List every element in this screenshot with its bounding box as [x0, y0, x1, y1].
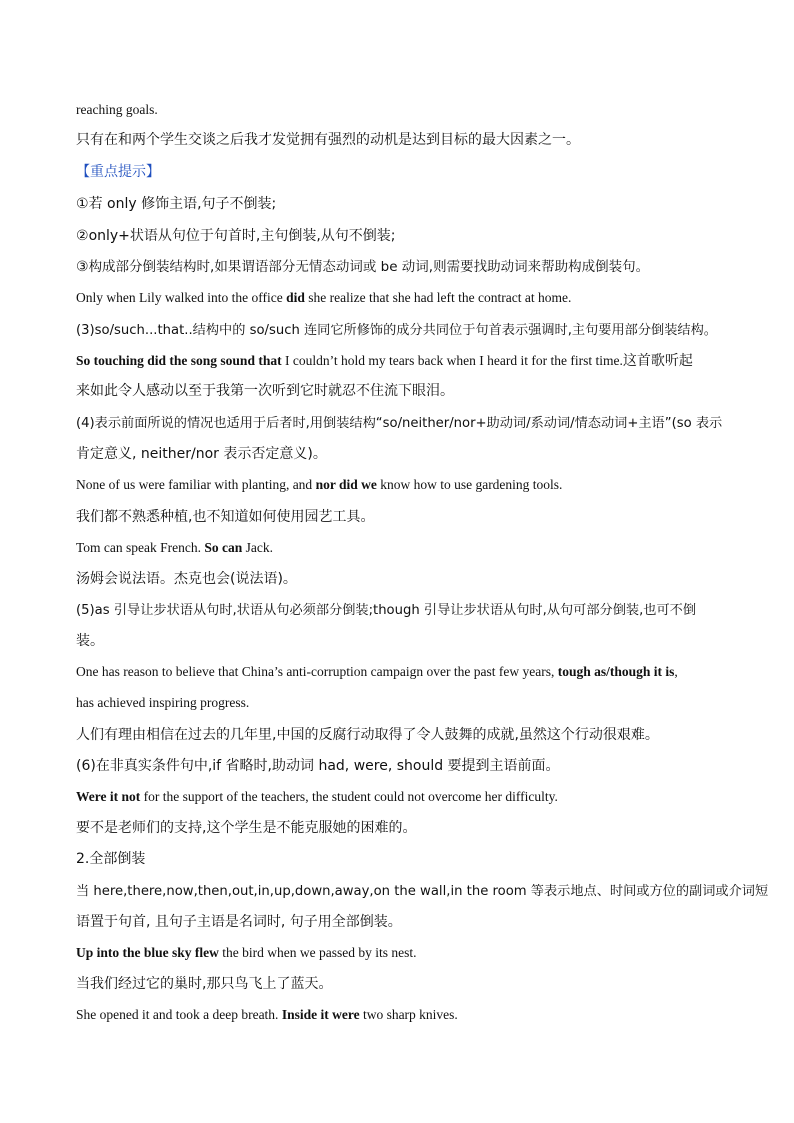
- example-sentence: [76, 351, 720, 371]
- list-marker: ②: [76, 228, 89, 244]
- text-span: 要不是老师们的支持,这个学生是不能克服她的困难的。: [76, 820, 417, 836]
- text-line: [76, 100, 720, 120]
- text-span: (6)在非真实条件句中,if 省略时,助动词 had, were, should 要提到主语前面。: [76, 758, 560, 774]
- text-span: I couldn’t hold my tears back when I heard it for the first time.: [281, 353, 623, 368]
- text-span: the bird when we passed by its nest.: [218, 945, 417, 960]
- text-line: [76, 507, 720, 527]
- bold-span: Inside it were: [281, 1007, 360, 1022]
- example-sentence: [76, 288, 720, 308]
- bold-span: Up into the blue sky flew: [76, 945, 219, 960]
- text-span: 装。: [76, 633, 104, 649]
- bold-span: So touching did the song sound that: [76, 353, 282, 368]
- text-line: [76, 381, 720, 401]
- text-span: two sharp knives.: [359, 1007, 458, 1022]
- text-line: [76, 974, 720, 994]
- text-span: only+状语从句位于句首时,主句倒装,从句不倒装;: [88, 228, 396, 244]
- text-span: 人们有理由相信在过去的几年里,中国的反腐行动取得了令人鼓舞的成就,虽然这个行动很艰难。: [76, 727, 659, 743]
- text-line: [76, 320, 720, 341]
- text-line: [76, 600, 720, 621]
- text-span: 语置于句首, 且句子主语是名词时, 句子用全部倒装。: [76, 914, 402, 930]
- list-marker: ③: [76, 259, 89, 275]
- text-span: One has reason to believe that China’s anti-corruption campaign over the past few years,: [76, 664, 558, 679]
- example-sentence: [76, 662, 720, 682]
- text-span: 若 only 修饰主语,句子不倒装;: [88, 196, 277, 212]
- text-span: Jack.: [242, 540, 274, 555]
- text-span: 这首歌听起: [622, 353, 693, 369]
- text-span: for the support of the teachers, the student could not overcome her difficulty.: [140, 789, 558, 804]
- example-sentence: [76, 538, 720, 558]
- text-span: 汤姆会说法语。杰克也会(说法语)。: [76, 571, 297, 587]
- text-span: (3)so/such...that..结构中的 so/such 连同它所修饰的成分共同位于句首表示强调时,主句要用部分倒装结构。: [76, 323, 717, 338]
- text-line: [76, 912, 720, 932]
- text-line: [76, 725, 720, 745]
- text-span: 肯定意义, neither/nor 表示否定意义)。: [76, 446, 327, 462]
- example-sentence: [76, 787, 720, 807]
- key-points-heading: [76, 162, 720, 182]
- text-span: 当我们经过它的巢时,那只鸟飞上了蓝天。: [76, 976, 333, 992]
- text-span: (4)表示前面所说的情况也适用于后者时,用倒装结构“so/neither/nor+助动词/系动词/情态动词+主语”(so 表示: [76, 416, 723, 431]
- example-sentence: [76, 475, 720, 495]
- text-line: [76, 756, 720, 776]
- text-line: [76, 818, 720, 838]
- list-marker: ①: [76, 196, 89, 212]
- text-line: [76, 881, 769, 902]
- text-line: [76, 257, 720, 277]
- text-span: 我们都不熟悉种植,也不知道如何使用园艺工具。: [76, 509, 375, 525]
- example-sentence: [76, 943, 720, 963]
- bold-span: Were it not: [76, 789, 141, 804]
- text-span: know how to use gardening tools.: [376, 477, 563, 492]
- text-span: 只有在和两个学生交谈之后我才发觉拥有强烈的动机是达到目标的最大因素之一。: [76, 132, 580, 148]
- text-line: [76, 194, 720, 214]
- text-line: [76, 444, 720, 464]
- text-span: Only when Lily walked into the office: [76, 290, 287, 305]
- text-span: 构成部分倒装结构时,如果谓语部分无情态动词或 be 动词,则需要找助动词来帮助构成倒装句。: [88, 259, 650, 275]
- example-sentence: [76, 1005, 720, 1025]
- bold-span: nor did we: [315, 477, 377, 492]
- text-span: None of us were familiar with planting, and: [76, 477, 316, 492]
- text-line: [76, 130, 720, 150]
- section-heading: [76, 849, 720, 869]
- example-sentence: [76, 693, 720, 713]
- text-line: [76, 413, 723, 434]
- text-span: reaching goals.: [76, 102, 158, 117]
- text-span: She opened it and took a deep breath.: [76, 1007, 282, 1022]
- text-span: (5)as 引导让步状语从句时,状语从句必须部分倒装;though 引导让步状语从句时,从句可部分倒装,也可不倒: [76, 603, 697, 618]
- text-span: has achieved inspiring progress.: [76, 695, 250, 710]
- text-span: 来如此令人感动以至于我第一次听到它时就忍不住流下眼泪。: [76, 383, 454, 399]
- text-span: 当 here,there,now,then,out,in,up,down,away,on the wall,in the room 等表示地点、时间或方位的副词或介词短: [76, 884, 769, 899]
- bold-span: So can: [204, 540, 243, 555]
- text-line: [76, 631, 720, 651]
- bold-span: did: [286, 290, 305, 305]
- text-span: ,: [674, 664, 678, 679]
- text-span: 2.全部倒装: [76, 851, 146, 867]
- text-span: Tom can speak French.: [76, 540, 205, 555]
- text-line: [76, 569, 720, 589]
- text-span: she realize that she had left the contract at home.: [304, 290, 572, 305]
- text-line: [76, 226, 720, 246]
- bold-span: tough as/though it is: [557, 664, 675, 679]
- text-span: 【重点提示】: [76, 164, 160, 180]
